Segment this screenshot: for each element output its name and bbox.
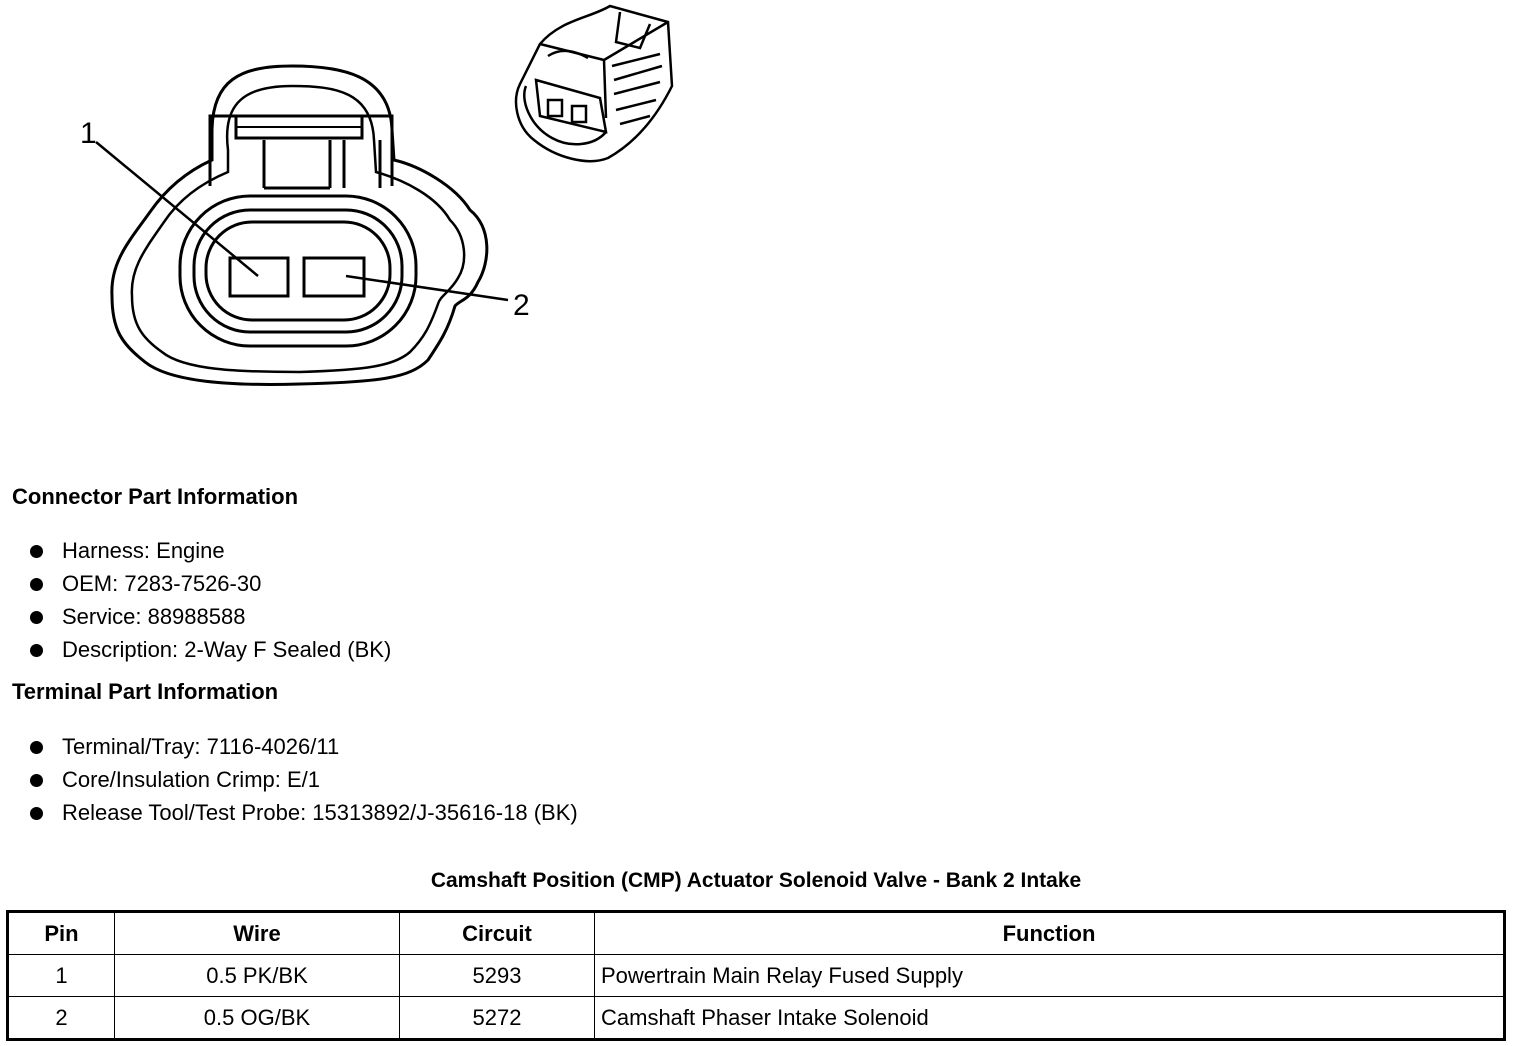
cell-pin: 2 bbox=[8, 997, 115, 1040]
table-header-row bbox=[8, 912, 1505, 955]
connector-face-view bbox=[96, 66, 508, 384]
list-item: Description: 2-Way F Sealed (BK) bbox=[30, 635, 391, 668]
cell-wire: 0.5 PK/BK bbox=[115, 955, 400, 997]
cell-function: Camshaft Phaser Intake Solenoid bbox=[595, 997, 1505, 1040]
table-title: Camshaft Position (CMP) Actuator Solenoid Valve - Bank 2 Intake bbox=[430, 869, 1082, 892]
list-item: Terminal/Tray: 7116-4026/11 bbox=[30, 732, 578, 765]
header-circuit: Circuit bbox=[400, 912, 595, 955]
connector-info-heading: Connector Part Information bbox=[12, 484, 299, 509]
cell-pin: 1 bbox=[8, 955, 115, 997]
header-wire: Wire bbox=[115, 912, 400, 955]
cell-function: Powertrain Main Relay Fused Supply bbox=[595, 955, 1505, 997]
header-pin: Pin bbox=[8, 912, 115, 955]
list-item: Service: 88988588 bbox=[30, 602, 391, 635]
list-item: Core/Insulation Crimp: E/1 bbox=[30, 765, 578, 798]
terminal-info-heading: Terminal Part Information bbox=[12, 679, 279, 704]
connector-diagram bbox=[0, 0, 1520, 460]
table-row bbox=[8, 997, 1505, 1040]
connector-info-list bbox=[30, 536, 391, 668]
pin-1-label: 1 bbox=[80, 117, 97, 150]
terminal-info-list bbox=[30, 732, 578, 831]
list-item: OEM: 7283-7526-30 bbox=[30, 569, 391, 602]
list-item: Harness: Engine bbox=[30, 536, 391, 569]
header-function: Function bbox=[595, 912, 1505, 955]
connector-3d-view bbox=[516, 6, 672, 161]
cell-circuit: 5293 bbox=[400, 955, 595, 997]
table-row bbox=[8, 955, 1505, 997]
pin-table bbox=[6, 910, 1506, 1041]
pin-2-label: 2 bbox=[513, 289, 530, 322]
list-item: Release Tool/Test Probe: 15313892/J-35616-18 (BK) bbox=[30, 798, 578, 831]
cell-circuit: 5272 bbox=[400, 997, 595, 1040]
cell-wire: 0.5 OG/BK bbox=[115, 997, 400, 1040]
